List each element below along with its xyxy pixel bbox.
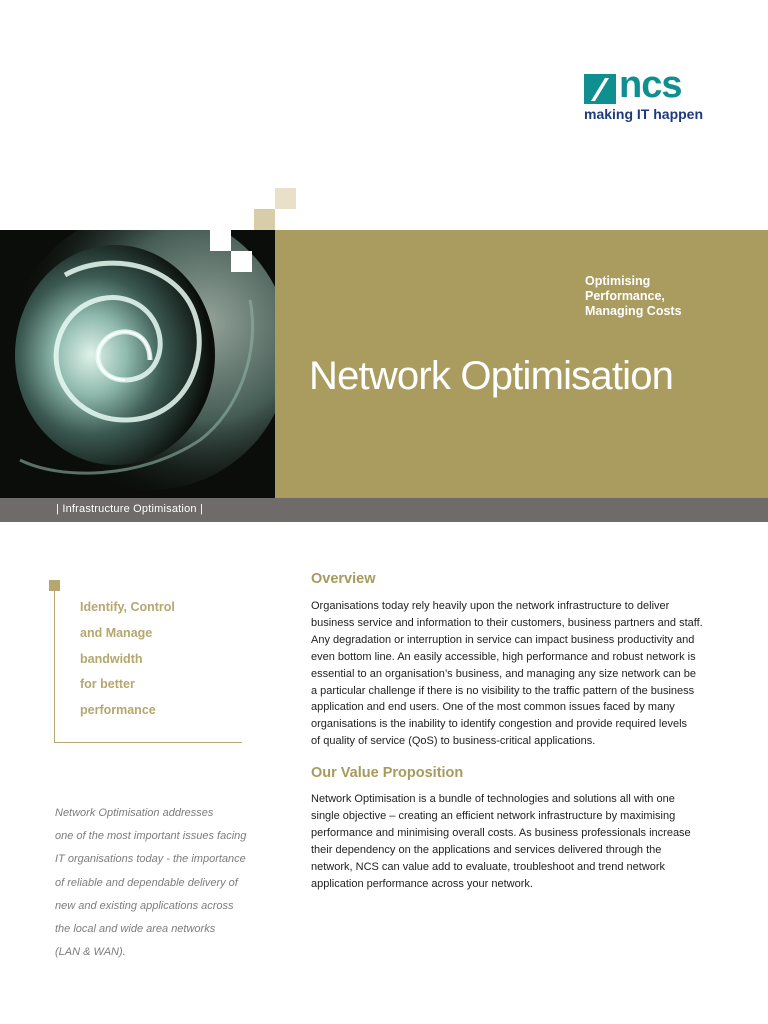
callout-divider: [54, 590, 55, 743]
decor-square: [275, 188, 296, 209]
callout-line: bandwidth: [80, 651, 143, 666]
side-note-line: one of the most important issues facing: [55, 830, 247, 843]
paragraph-line: performance and minimising overall costs. As business professionals increase: [311, 826, 691, 839]
decor-square: [231, 251, 252, 272]
overview-heading: Overview: [311, 571, 376, 587]
callout-line: for better: [80, 677, 135, 692]
side-note-line: the local and wide area networks: [55, 922, 216, 935]
page-title: Network Optimisation: [309, 354, 674, 398]
hero-panel: [275, 230, 768, 498]
ncs-logo: [584, 64, 714, 128]
value-proposition-heading: Our Value Proposition: [311, 765, 464, 781]
paragraph-line: essential to an organisation’s business, and managing any size network can be: [311, 667, 697, 680]
side-note-line: Network Optimisation addresses: [55, 807, 214, 819]
side-note-line: new and existing applications across: [55, 899, 234, 912]
overview-paragraph: [311, 598, 714, 750]
paragraph-line: of quality of service (QoS) to business-critical applications.: [311, 735, 596, 748]
hero-tagline-line: Managing Costs: [585, 304, 682, 318]
paragraph-line: organisations is the inability to identify congestion and provide required levels: [311, 718, 688, 731]
paragraph-line: even bottom line. An easily accessible, high performance and robust network is: [311, 650, 696, 663]
paragraph-line: network, NCS can value add to evaluate, troubleshoot and trend network: [311, 860, 666, 873]
decor-square: [254, 209, 275, 230]
paragraph-line: application and end users. One of the most common issues faced by many: [311, 701, 675, 714]
paragraph-line: Any degradation or interruption in service can impact business productivity and: [311, 633, 695, 646]
value-proposition-paragraph: [311, 791, 714, 892]
category-band: [0, 498, 768, 522]
callout-line: and Manage: [80, 625, 153, 640]
paragraph-line: business service and information to their customers, business partners and staff.: [311, 616, 703, 629]
paragraph-line: Organisations today rely heavily upon the network infrastructure to deliver: [311, 600, 670, 612]
hero-tagline-line: Performance,: [585, 289, 665, 303]
category-label: | Infrastructure Optimisation |: [56, 503, 204, 515]
hero-tagline: [585, 274, 682, 319]
callout-line: Identify, Control: [80, 600, 175, 614]
side-note-line: of reliable and dependable delivery of: [55, 876, 238, 889]
side-note: [55, 807, 270, 969]
side-note-line: IT organisations today - the importance: [55, 853, 246, 866]
decor-square: [210, 230, 231, 251]
paragraph-line: application performance across your network.: [311, 877, 533, 890]
paragraph-line: a particular challenge if there is no visibility to the traffic pattern of the business: [311, 684, 695, 697]
hero-tagline-line: Optimising: [585, 274, 651, 288]
logo-wordmark: ncs: [619, 64, 682, 106]
paragraph-line: Network Optimisation is a bundle of technologies and solutions all with one: [311, 793, 675, 805]
logo-slash-icon: [584, 74, 616, 104]
side-note-line: (LAN & WAN).: [55, 946, 126, 959]
paragraph-line: their dependency on the applications and services delivered through the: [311, 843, 662, 856]
paragraph-line: single objective – creating an efficient network infrastructure by maximising: [311, 809, 676, 822]
callout-text: [80, 600, 175, 729]
callout-line: performance: [80, 703, 156, 718]
logo-tagline: making IT happen: [584, 106, 704, 122]
callout-divider: [54, 742, 242, 743]
